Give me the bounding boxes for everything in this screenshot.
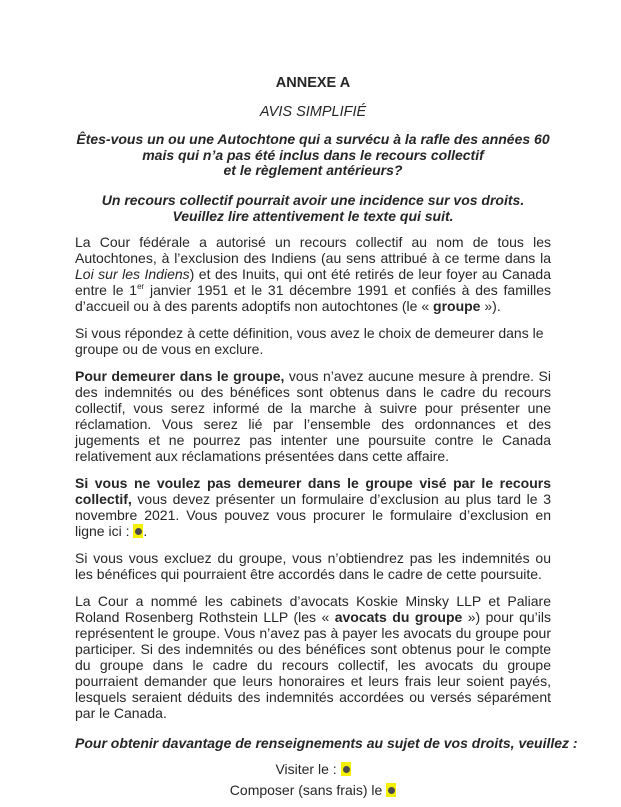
- text: ) et des Inuits, qui ont été retirés de leur foyer au Canada entre le 1: [75, 265, 551, 298]
- more-info-heading: Pour obtenir davantage de renseignements au sujet de vos droits, veuillez :: [75, 734, 578, 751]
- phone-label: Composer (sans frais) le: [229, 781, 387, 798]
- rights-warning: [75, 192, 551, 224]
- notice-subheading: AVIS SIMPLIFIÉ: [259, 104, 367, 120]
- visit-label: Visiter le :: [275, 760, 341, 777]
- phone-line: [75, 780, 551, 801]
- paragraph-class-counsel: [75, 593, 551, 721]
- text: vous n’avez aucune mesure à prendre. Si des indemnités ou des bénéfices sont obtenus dans le cadre du recours collectif, vous serez informé de la marche à suivre pour présenter une réclamation. Vous serez lié par l’ensemble des ordonnances et des jugements et ne pourrez pas intenter une poursuite contre le Canada relativement aux réclamations présentées dans cette affaire.: [75, 367, 552, 464]
- text: .: [143, 522, 148, 539]
- ordinal-suffix: er: [137, 281, 145, 291]
- warning-line: Veuillez lire attentivement le texte qui suit.: [172, 207, 454, 224]
- warning-line: Un recours collectif pourrait avoir une incidence sur vos droits.: [101, 191, 525, 208]
- question-line: et le règlement antérieurs?: [223, 162, 403, 178]
- text: »).: [480, 297, 501, 314]
- defined-term-class-counsel: avocats du groupe: [334, 608, 463, 625]
- document-page: [75, 74, 578, 801]
- visit-line: [75, 759, 551, 780]
- website-placeholder[interactable]: [341, 762, 351, 776]
- text: ») pour qu’ils représentent le groupe. Vous n’avez pas à payer les avocats du groupe pour participer. Si des indemnités ou des bénéfices sont obtenus pour le compte du groupe dans le cadre du recours collectif, les avocats du groupe pourraient demander que leurs honoraires et leurs frais leur soient payés, lesquels seraient déduits des indemnités accordées ou versés séparément par le Canada.: [75, 608, 552, 721]
- text: vous devez présenter un formulaire d’exclusion au plus tard le 3 novembre 2021. Vous pouvez vous procurer le formulaire d’exclusion en ligne ici :: [75, 490, 551, 539]
- phone-placeholder[interactable]: [386, 783, 396, 797]
- defined-term-group: groupe: [433, 297, 481, 314]
- text: janvier 1951 et le 31 décembre 1991 et confiés à des familles d’accueil ou à des parents adoptifs non autochtones (le «: [75, 281, 551, 314]
- annex-heading: ANNEXE A: [275, 75, 351, 91]
- question-line: Êtes-vous un ou une Autochtone qui a survécu à la rafle des années 60: [76, 131, 550, 147]
- text: La Cour fédérale a autorisé un recours collectif au nom de tous les Autochtones, à l’exclusion des Indiens (au sens attribué à ce terme dans la: [75, 233, 551, 266]
- text: La Cour a nommé les cabinets d’avocats Koskie Minsky LLP et Paliare Roland Rosenberg Rothstein LLP (les «: [75, 592, 551, 625]
- paragraph-class-definition: [75, 234, 551, 314]
- paragraph-choice: Si vous répondez à cette définition, vous avez le choix de demeurer dans le groupe ou de vous en exclure.: [75, 324, 544, 357]
- eligibility-question: [75, 132, 551, 179]
- paragraph-remain: [75, 368, 551, 464]
- contact-info: [75, 759, 551, 801]
- remain-heading: Pour demeurer dans le groupe,: [75, 367, 285, 384]
- opt-out-heading: Si vous ne voulez pas demeurer dans le groupe visé par le recours collectif,: [75, 474, 551, 507]
- opt-out-link-placeholder[interactable]: [133, 524, 143, 538]
- paragraph-opt-out: [75, 475, 551, 539]
- law-title: Loi sur les Indiens: [75, 265, 190, 282]
- paragraph-exclusion-effect: Si vous vous excluez du groupe, vous n’obtiendrez pas les indemnités ou les bénéfices qui pourraient être accordés dans le cadre de cette poursuite.: [75, 549, 551, 582]
- question-line: mais qui n’a pas été inclus dans le recours collectif: [142, 146, 484, 163]
